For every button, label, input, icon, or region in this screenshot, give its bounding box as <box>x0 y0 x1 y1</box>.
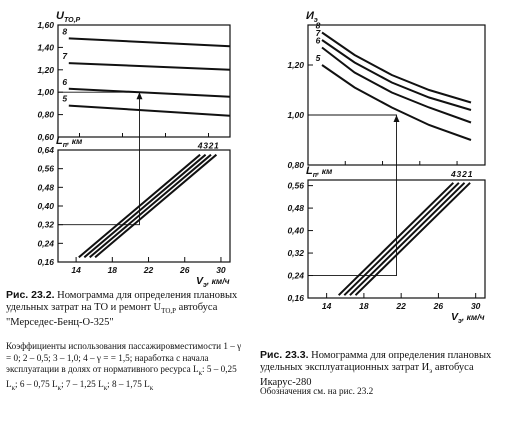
fig23_3_bottom-ytick-label: 0,16 <box>287 293 304 303</box>
fig23_2_bottom-series-label-1: 1 <box>214 140 219 151</box>
fig23_3_bottom-xtick-label: 26 <box>433 301 444 311</box>
fig23_3_bottom-series-label-1: 1 <box>467 168 473 179</box>
fig23_2_top-series-6 <box>69 89 230 97</box>
fig23_3_bottom-xtick-label: 22 <box>396 301 406 311</box>
fig23_3_top-ytick-label: 0,80 <box>287 160 304 170</box>
fig23_3_bottom-series-1 <box>356 183 471 295</box>
fig23_2_bottom-xtick-label: 26 <box>180 265 190 275</box>
fig23_3_top-ylabel-sub: э <box>313 17 318 24</box>
fig23_2_top-ytick-label: 1,00 <box>37 87 54 98</box>
fig23_2_top-series-label-8: 8 <box>62 26 68 37</box>
fig23_2_bottom-ytick-label: 0,16 <box>37 257 54 267</box>
fig23_3_top-series-8 <box>322 33 471 103</box>
fig-23-3-title-end: автобуса Икарус-280 <box>260 362 474 389</box>
note-sub-k4: к <box>103 384 108 393</box>
fig23_3_bottom-ylabel-unit: , км <box>317 166 333 176</box>
fig23_2_bottom-ytick-label: 0,48 <box>37 182 54 193</box>
fig23_2_bottom-series-label-4: 4 <box>197 140 203 151</box>
fig23_2_bottom-xlabel-unit: , км/ч <box>206 276 230 286</box>
fig23_3_bottom-ytick-label: 0,48 <box>287 203 304 214</box>
fig-23-2-title-end: автобуса "Мерседес-Бенц-О-325" <box>6 302 218 329</box>
fig23_2_top-ylabel-sub: ТО,Р <box>63 17 81 24</box>
fig23_2_top-ytick-label: 1,20 <box>37 64 54 75</box>
note-text-2: : 5 – 0,25 L <box>6 364 237 390</box>
fig23_2_bottom-xlabel-sub: э <box>203 282 207 289</box>
fig23_2_bottom-xtick-label: 30 <box>216 265 226 275</box>
fig23_3_bottom-series-4 <box>339 183 454 295</box>
fig23_2_top-ytick-label: 0,60 <box>37 132 54 142</box>
fig23_3_bottom-xtick-label: 18 <box>359 301 369 311</box>
fig23_2_bottom-xlabel: $V_э^{, км/ч}$ <box>196 275 230 289</box>
fig23_3_bottom-xlabel-sub: э <box>458 318 462 325</box>
fig23_3_bottom-ytick-label: 0,56 <box>287 180 304 191</box>
fig23_3_top-series-label-6: 6 <box>315 35 321 46</box>
fig23_3_bottom-xlabel-unit: , км/ч <box>461 312 485 322</box>
fig23_3-guide-arrow <box>394 115 400 122</box>
fig23_3_top-ylabel: $И_э$ <box>306 10 318 24</box>
fig-23-2-note <box>6 341 246 395</box>
fig23_2_bottom-ytick-label: 0,64 <box>37 145 54 155</box>
fig23_3_top-series-label-5: 5 <box>315 53 321 63</box>
fig23_3_bottom-ytick-label: 0,40 <box>287 225 304 236</box>
fig-23-2-title-sub: ТО,Р <box>161 307 177 316</box>
fig23_3_bottom-xtick-label: 14 <box>321 301 332 311</box>
note-sub-k2: к <box>11 384 16 393</box>
fig23_2_bottom-series-label-2: 2 <box>208 140 214 151</box>
note-sub-k3: к <box>57 384 62 393</box>
fig23_3_top-ytick-label: 1,00 <box>287 110 304 120</box>
note-text-4: ; 7 – 1,25 L <box>61 379 104 390</box>
fig23_2_top-ylabel: $U_{ТО,Р}$ <box>56 10 81 24</box>
fig23_3_bottom-ytick-label: 0,24 <box>287 270 304 281</box>
fig23_2_bottom-ylabel-unit: , км <box>67 136 83 146</box>
fig-23-2-title: Номограмма для определения плановых удельных затрат на ТО и ремонт U <box>6 290 238 313</box>
fig-23-3-title-sub: э <box>429 367 433 376</box>
fig23_2_bottom-ytick-label: 0,56 <box>37 163 54 174</box>
fig23_3_bottom-series-label-2: 2 <box>462 168 467 179</box>
fig-23-2-label: Рис. 23.2. <box>6 289 55 301</box>
fig-23-3-label: Рис. 23.3. <box>260 349 309 361</box>
fig23_2_top-series-5 <box>69 106 230 116</box>
fig23_3_top-series-label-7: 7 <box>315 28 321 38</box>
fig23_3_top-series-label-8: 8 <box>315 20 321 31</box>
fig23_2_top-series-label-6: 6 <box>62 76 68 87</box>
fig-23-3-note <box>260 386 505 398</box>
fig23_2_bottom-xtick-label: 18 <box>107 265 118 275</box>
fig23_2_bottom-ytick-label: 0,24 <box>37 238 54 249</box>
fig23_2_bottom-ylabel: $L_п^{, км}$ <box>56 135 83 149</box>
note-text-3: ; 6 – 0,75 L <box>15 379 58 390</box>
fig23_2_bottom-xtick-label: 22 <box>143 265 154 275</box>
fig23_3_bottom-xtick-label: 30 <box>470 301 481 311</box>
fig23_2_top-series-8 <box>69 38 230 46</box>
fig23_2_top-ytick-label: 1,40 <box>37 42 54 53</box>
fig23_3_bottom-series-2 <box>350 183 465 295</box>
fig23_2_bottom-ytick-label: 0,32 <box>37 219 54 230</box>
fig23_2_top-series-label-7: 7 <box>62 51 68 62</box>
fig23_3_top-ytick-label: 1,20 <box>287 60 304 70</box>
fig23_3_bottom-ylabel: $L_п^{, км}$ <box>306 165 333 179</box>
note-sub-k5: к <box>149 384 154 393</box>
fig23_2_bottom-xtick-label: 14 <box>71 265 81 275</box>
fig23_3_bottom-series-label-3: 3 <box>456 168 462 179</box>
fig23_2-guide-line <box>58 92 139 224</box>
fig23_2_bottom-ylabel-sub: п <box>62 142 68 149</box>
fig23_2_bottom-series-label-3: 3 <box>203 140 208 151</box>
fig-23-3-note-text: Обозначения см. на рис. 23.2 <box>260 386 374 396</box>
fig23_3_bottom-ytick-label: 0,32 <box>287 248 304 259</box>
fig23_2_bottom-series-3 <box>84 155 205 258</box>
fig23_2_top-ytick-label: 1,60 <box>37 20 54 30</box>
fig-23-2-caption <box>6 289 246 329</box>
fig23_3_bottom-series-label-4: 4 <box>450 168 456 179</box>
fig23_3_top-series-7 <box>322 40 471 110</box>
fig-23-3-caption <box>260 349 505 389</box>
fig23_3_bottom-ylabel-sub: п <box>312 172 318 179</box>
fig23_3_bottom-xlabel: $V_э^{, км/ч}$ <box>451 311 485 325</box>
fig23_3_bottom-series-3 <box>344 183 459 295</box>
fig-23-2-note-text: Коэффициенты использования пассажировместимости 1 – γ = 0; 2 – 0,5; 3 – 1,0; 4 – γ = = 1,5; наработка с начала эксплуатации в долях от нормативного ресурса L <box>6 341 242 374</box>
fig23_2_bottom-series-2 <box>90 155 211 258</box>
fig-23-3-title: Номограмма для определения плановых удельных эксплуатационных затрат И <box>260 350 492 373</box>
fig23_2_top-series-label-5: 5 <box>62 93 68 104</box>
note-sub-k1: к <box>198 368 202 377</box>
fig23_2_bottom-series-1 <box>95 155 216 258</box>
note-text-5: ; 8 – 1,75 L <box>107 379 150 390</box>
fig23_2_top-ytick-label: 0,80 <box>37 109 54 120</box>
fig23_2_top-series-7 <box>69 63 230 70</box>
fig23_2_bottom-ytick-label: 0,40 <box>37 201 54 211</box>
